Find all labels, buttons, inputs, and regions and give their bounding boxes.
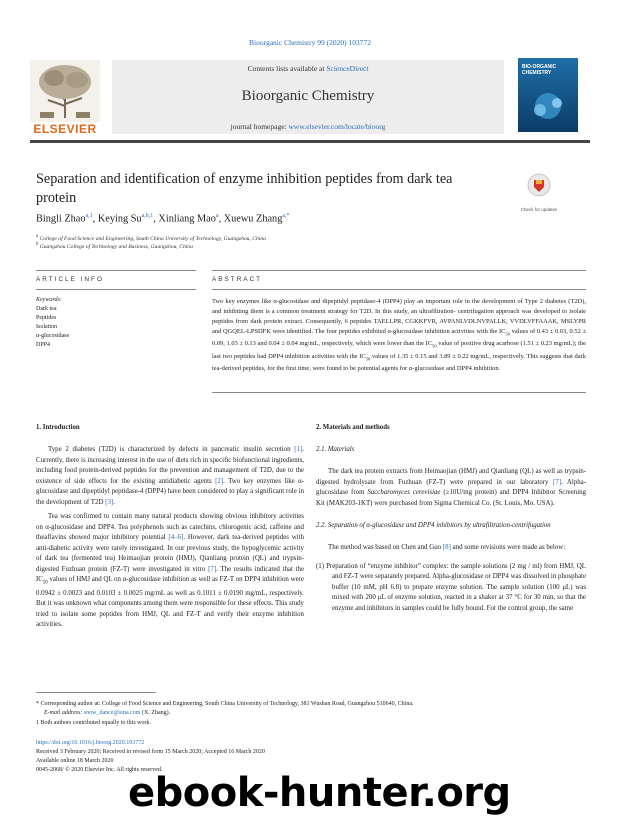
keyword-item: DPP4 bbox=[36, 342, 51, 348]
text-run: . Two key enzymes like α-glucosidase and dipeptidyl peptidase-4 (DPP4) have been considered to play a significant role in the development of T2D bbox=[36, 477, 304, 506]
abstract-rule bbox=[212, 289, 586, 290]
keywords-label: Keywords: bbox=[36, 297, 62, 303]
text-run: . The results indicated that the IC bbox=[36, 565, 305, 583]
article-info-heading: ARTICLE INFO bbox=[36, 276, 104, 283]
text-run: . bbox=[113, 498, 115, 506]
keyword-item: Isolation bbox=[36, 324, 57, 330]
contents-line bbox=[112, 64, 504, 73]
article-info-rule-top bbox=[36, 270, 196, 271]
email-note bbox=[44, 709, 604, 718]
email-suffix: (X. Zhang). bbox=[140, 710, 171, 716]
section-heading-introduction: 1. Introduction bbox=[36, 424, 80, 431]
article-info-rule bbox=[36, 289, 196, 290]
author-affil-mark[interactable]: a,* bbox=[282, 213, 290, 219]
article-title: Separation and identification of enzyme inhibition peptides from dark tea protein bbox=[36, 171, 453, 206]
author-name[interactable]: Bingli Zhao bbox=[36, 213, 86, 225]
abstract-rule-bottom bbox=[212, 392, 586, 393]
citation-link[interactable]: [8] bbox=[442, 544, 451, 551]
abstract-subscript: 50 bbox=[505, 331, 510, 337]
doi-link[interactable]: https://doi.org/10.1016/j.bioorg.2020.103772 bbox=[36, 740, 145, 746]
sciencedirect-link[interactable]: ScienceDirect bbox=[326, 64, 369, 73]
citation-link[interactable]: [7] bbox=[208, 565, 217, 573]
text-run: (≥10U/mg protein) and DPP4 Inhibitor Screening Kit (MAK203-1KT) were purchased from Sigma Chemical Co. (St. Louis, Mo. USA). bbox=[316, 489, 587, 507]
author-affil-mark[interactable]: a bbox=[215, 213, 219, 219]
affiliation bbox=[36, 242, 536, 250]
elsevier-tree-logo bbox=[30, 60, 100, 130]
text-run: values of HMJ and QL on α-glucosidase inhibition as well as FZ-T on DPP4 inhibition were 0.0942 ± 0.0023 and 0.0103 ± 0.0025 mg/mL as well as 0.1011 ± 0.0190 mg/mL, respectively. But it was unknown what components among them were responsible for these effects. This study tried to isolate some peptides from HMJ, QL and FZ-T and verify their enzyme inhibition activities. bbox=[36, 576, 304, 629]
abstract-heading: ABSTRACT bbox=[212, 276, 263, 283]
citation-link[interactable]: [3] bbox=[105, 498, 114, 506]
header-rule bbox=[30, 140, 590, 143]
affiliation-mark: a bbox=[36, 234, 39, 239]
affiliation bbox=[36, 234, 536, 242]
author-list: Bingli Zhao$^{a,1}$, Keying Su$^{a,b,1}$, Xinliang Mao$^a$, Xuewu Zhang$^{a,*}$ bbox=[36, 213, 290, 225]
contents-prefix: Contents lists available at bbox=[247, 64, 327, 73]
author-affil-mark[interactable]: a,1 bbox=[85, 213, 93, 219]
copyright-line: 0045-2068/ © 2020 Elsevier Inc. All rights reserved. bbox=[36, 767, 163, 773]
keyword-item: Dark tea bbox=[36, 306, 57, 312]
left-column bbox=[36, 424, 304, 631]
right-column bbox=[316, 424, 586, 614]
text-run: The dark tea protein extracts from Heimaojian (HMJ) and Qianliang (QL) as well as trypsin-digested hydrolysate from Fuzhuan (FZ-T) were prepared in our laboratory bbox=[316, 468, 586, 486]
homepage-line bbox=[112, 122, 504, 131]
citation-link[interactable]: [7] bbox=[552, 478, 561, 486]
elsevier-logo-text: ELSEVIER bbox=[33, 122, 97, 136]
crossmark-label: Check for updates bbox=[520, 207, 558, 212]
text-run: . Currently, there is increasing interest in the use of diets rich in specific biofunctional ingredients, including food protein-derived peptides for the prevention and management of T2D, due to the existence of side effects for the existing antidiabetic agents bbox=[36, 446, 304, 485]
footnote-rule bbox=[36, 692, 156, 693]
author-name[interactable]: Keying Su bbox=[97, 213, 142, 225]
corresponding-author-note: * Corresponding author at: College of Food Science and Engineering, South China University of Technology, 381 Wushan Road, Guangzhou 510640, China. bbox=[36, 701, 414, 707]
author-affil-mark[interactable]: a,b,1 bbox=[141, 213, 154, 219]
journal-reference[interactable]: Bioorganic Chemistry 99 (2020) 103772 bbox=[249, 38, 371, 47]
abstract-part: values of 0.43 ± 0.03, 0.52 ± 0.09, 1.03 ± 0.13 and 0.04 ± 0.04 mg/mL, respectively, which were lower than the IC bbox=[212, 328, 586, 348]
abstract-part: Two key enzymes like α-glucosidase and dipeptidyl peptidase-4 (DPP4) play an important role in the development of Type 2 diabetes (T2D), and inhibiting them is a common treatment strategy for T2D. In this study, an ultrafiltration- centrifugation approach was developed to isolate peptides from dark protein extract. Consequently, 6 peptides TAELLPR, CGKKFVR, AVPANLVDLNVPALLK, VVDLVFFAAAK, MSLYPR and QGQEL-LPSDFK were identified. The four peptides exhibited α-glucosidase inhibition activities with the IC bbox=[212, 298, 586, 335]
methods-paragraph bbox=[316, 543, 586, 554]
text-run: Type 2 diabetes (T2D) is characterized by defects in pancreatic insulin secretion bbox=[48, 446, 295, 453]
homepage-link[interactable]: www.elsevier.com/locate/bioorg bbox=[288, 122, 386, 131]
affiliation-mark: b bbox=[36, 242, 39, 247]
received-dates: Received 3 February 2020; Received in revised form 15 March 2020; Accepted 16 March 2020 bbox=[36, 749, 265, 755]
text-run: Tea was confirmed to contain many natural products showing obvious inhibitory activities on α-glucosidase and DPP4. Tea polyphenols such as catechins, chlorogenic acid, caffeine and theaflavins showed major inhibitory potential bbox=[36, 513, 304, 541]
equal-contribution-note: 1 Both authors contributed equally to this work. bbox=[36, 720, 151, 726]
affiliation-text: College of Food Science and Engineering, South China University of Technology, Guangzhou, China bbox=[39, 235, 266, 242]
abstract-subscript: 50 bbox=[365, 355, 371, 361]
keyword-item: α-glucosidase bbox=[36, 333, 70, 339]
section-heading-methods: 2. Materials and methods bbox=[316, 424, 390, 431]
intro-paragraph bbox=[36, 445, 304, 508]
cover-title: BIO-ORGANIC CHEMISTRY bbox=[522, 64, 557, 76]
citation-link[interactable]: [4–6] bbox=[168, 534, 184, 541]
crossmark-icon bbox=[520, 172, 558, 202]
citation-link[interactable]: [1] bbox=[294, 446, 303, 453]
author-name[interactable]: Xuewu Zhang bbox=[223, 213, 283, 225]
available-online: Available online 18 March 2020 bbox=[36, 758, 114, 764]
journal-name: Bioorganic Chemistry bbox=[241, 88, 375, 104]
text-run: and some revisions were made as below: bbox=[450, 544, 566, 551]
subscript: 50 bbox=[42, 580, 48, 586]
subsection-heading-materials: 2.1. Materials bbox=[316, 446, 355, 453]
author-name[interactable]: Xinliang Mao bbox=[158, 213, 216, 225]
abstract-subscript: 50 bbox=[432, 343, 437, 349]
keyword-item: Peptides bbox=[36, 315, 57, 321]
abstract-part: values of 1.35 ± 0.15 and 3.89 ± 0.22 mg/mL, respectively. This suggests that dark tea-derived peptides, for the first time, were found to be potential agents for α-glucosidase and DPP4 inhibition. bbox=[212, 352, 586, 372]
subsection-heading-separation: 2.2. Separation of α-glucosidase and DPP4 inhibitors by ultrafiltration-centrifugation bbox=[316, 522, 551, 529]
abstract-part: value of positive drug acarbose (1.51 ± 0.23 mg/mL); the last two peptides had DPP4 inhibition activities with the IC bbox=[212, 340, 586, 360]
method-step: (1) Preparation of “enzyme inhibitor” complex: the sample solutions (2 mg / ml) from HMJ, QL and FZ-T were separately prepared. Alpha-glucosidase or DPP4 was dissolved in phosphate buffer (10 mM, pH 6.8) to prepare enzyme solution. The sample solution (100 μL) was mixed with 200 μL of enzyme solution, reacted in a shaker at 37 °C for 30 min, so that the enzyme and inhibitors in samples could be fully bound. For the control group, the same bbox=[316, 562, 586, 612]
citation-link[interactable]: [2] bbox=[215, 477, 224, 485]
text-run: The method was based on Chen and Guo bbox=[328, 544, 443, 551]
species-name: Saccharomyces cerevisiae bbox=[367, 489, 441, 496]
email-label: E-mail address: bbox=[44, 710, 84, 716]
abstract-rule-top bbox=[212, 270, 586, 271]
affiliation-text: Guangzhou College of Technology and Business, Guangzhou, China bbox=[39, 243, 193, 250]
methods-paragraph bbox=[316, 467, 586, 509]
watermark-text: ebook-hunter.org bbox=[128, 770, 511, 816]
journal-cover-image bbox=[518, 58, 578, 132]
email-link[interactable]: snow_dance@sina.com bbox=[83, 710, 141, 716]
check-for-updates-badge[interactable] bbox=[520, 172, 558, 210]
abstract-text bbox=[212, 297, 586, 374]
text-run: . Alpha-glucosidase from bbox=[316, 478, 586, 496]
text-run: . However, dark tea-derived peptides with anti-diabetic activity were rarely investigated. In our previous study, the hypoglycemic activity of dark tea (fermented tea) Heimaojian protein (HMJ), Qianliang protein (QL) and trypsin-digested Fuzhuan protein (FZ-T) were investigated in vitro bbox=[36, 534, 304, 573]
homepage-prefix: journal homepage: bbox=[230, 122, 289, 131]
intro-paragraph bbox=[36, 512, 304, 631]
